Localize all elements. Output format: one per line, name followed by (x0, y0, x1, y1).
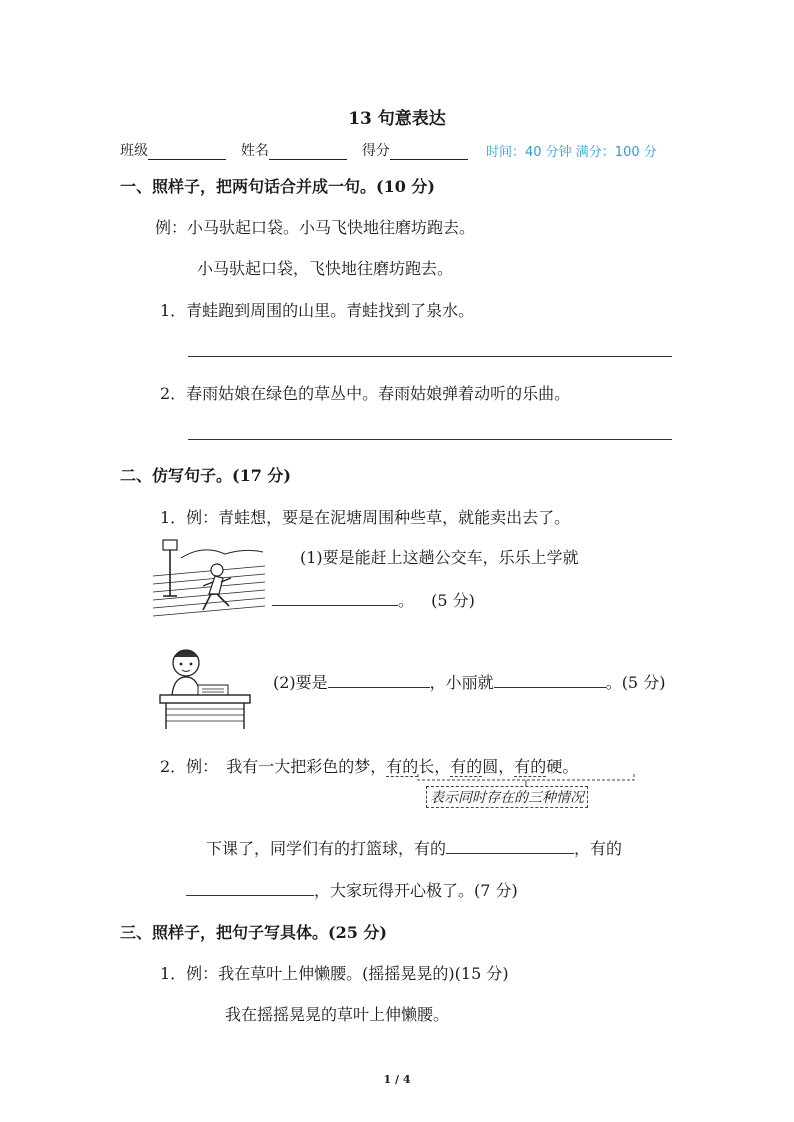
section-1-question-1: 1．青蛙跑到周围的山里。青蛙找到了泉水。 (160, 301, 475, 320)
answer-line-1[interactable] (188, 356, 672, 357)
period-2: 。 (562, 757, 579, 776)
comma-2: ， (498, 757, 515, 776)
section-1-example-question: 例：小马驮起口袋。小马飞快地往磨坊跑去。 (155, 218, 476, 237)
score-label: 得分 (361, 143, 390, 159)
example-2-sentence-start: 我有一大把彩色的梦， (226, 757, 387, 776)
answer-blank-2a[interactable] (446, 837, 574, 854)
time-score-meta: 时间：40 分钟 满分：100 分 (486, 145, 657, 160)
section-3-example-1: 1．例：我在草叶上伸懒腰。(摇摇晃晃的)(15 分) (160, 964, 509, 983)
q2-line1-part-a: 下课了，同学们有的打篮球，有的 (206, 839, 447, 858)
q1-2-part-c: 。(5 分) (605, 673, 666, 692)
comma-1: ， (434, 757, 451, 776)
section-2-heading: 二、仿写句子。(17 分) (120, 466, 291, 485)
class-blank[interactable] (148, 145, 226, 160)
section-2-question-1-2 (273, 670, 665, 693)
class-label: 班级 (120, 143, 148, 159)
section-1-question-2: 2．春雨姑娘在绿色的草丛中。春雨姑娘弹着动听的乐曲。 (160, 384, 571, 403)
page-number: 1 / 4 (383, 1073, 411, 1086)
answer-line-2[interactable] (188, 439, 672, 440)
section-2-example-1: 1．例：青蛙想，要是在泥塘周围种些草，就能卖出去了。 (160, 508, 571, 527)
answer-blank-1-2b[interactable] (494, 671, 606, 688)
section-2-question-2-line-2 (186, 878, 518, 901)
answer-blank-1-1[interactable] (272, 589, 398, 606)
annotation-box: 表示同时存在的三种情况 (426, 786, 588, 808)
section-3-heading: 三、照样子，把句子写具体。(25 分) (120, 923, 387, 942)
q1-2-part-a: (2)要是 (273, 673, 328, 692)
score-note: (5 分) (431, 591, 475, 610)
q1-2-part-b: ，小丽就 (429, 673, 494, 692)
name-blank[interactable] (269, 145, 347, 160)
section-2-question-1-1-line (272, 588, 475, 611)
name-label: 姓名 (240, 143, 269, 159)
answer-blank-1-2a[interactable] (328, 671, 430, 688)
student-info-line (120, 140, 468, 160)
girl-at-desk-image (158, 645, 254, 731)
annotation-bracket (414, 772, 638, 786)
worksheet-title: 13 句意表达 (348, 109, 446, 129)
period-mark: 。 (398, 591, 415, 610)
example-2-word-4: 圆 (482, 757, 499, 776)
example-2-label: 2．例： (160, 757, 219, 776)
section-1-heading: 一、照样子，把两句话合并成一句。(10 分) (120, 177, 435, 196)
example-2-word-5: 有的 (514, 757, 547, 776)
example-2-word-6: 硬 (546, 757, 563, 776)
bus-stop-running-boy-image (153, 536, 265, 624)
example-2-word-3: 有的 (450, 757, 483, 776)
q2-line2-text: ，大家玩得开心极了。(7 分) (314, 881, 518, 900)
score-blank[interactable] (390, 145, 468, 160)
section-2-question-2-line-1 (206, 836, 622, 859)
example-2-word-1: 有的 (386, 757, 419, 776)
section-3-example-answer: 我在摇摇晃晃的草叶上伸懒腰。 (225, 1005, 450, 1024)
answer-blank-2b[interactable] (186, 879, 314, 896)
section-2-question-1-1: (1)要是能赶上这趟公交车，乐乐上学就 (300, 548, 579, 567)
q2-line1-part-b: ，有的 (574, 839, 623, 858)
example-2-word-2: 长 (418, 757, 435, 776)
section-1-example-answer: 小马驮起口袋，飞快地往磨坊跑去。 (197, 259, 454, 278)
